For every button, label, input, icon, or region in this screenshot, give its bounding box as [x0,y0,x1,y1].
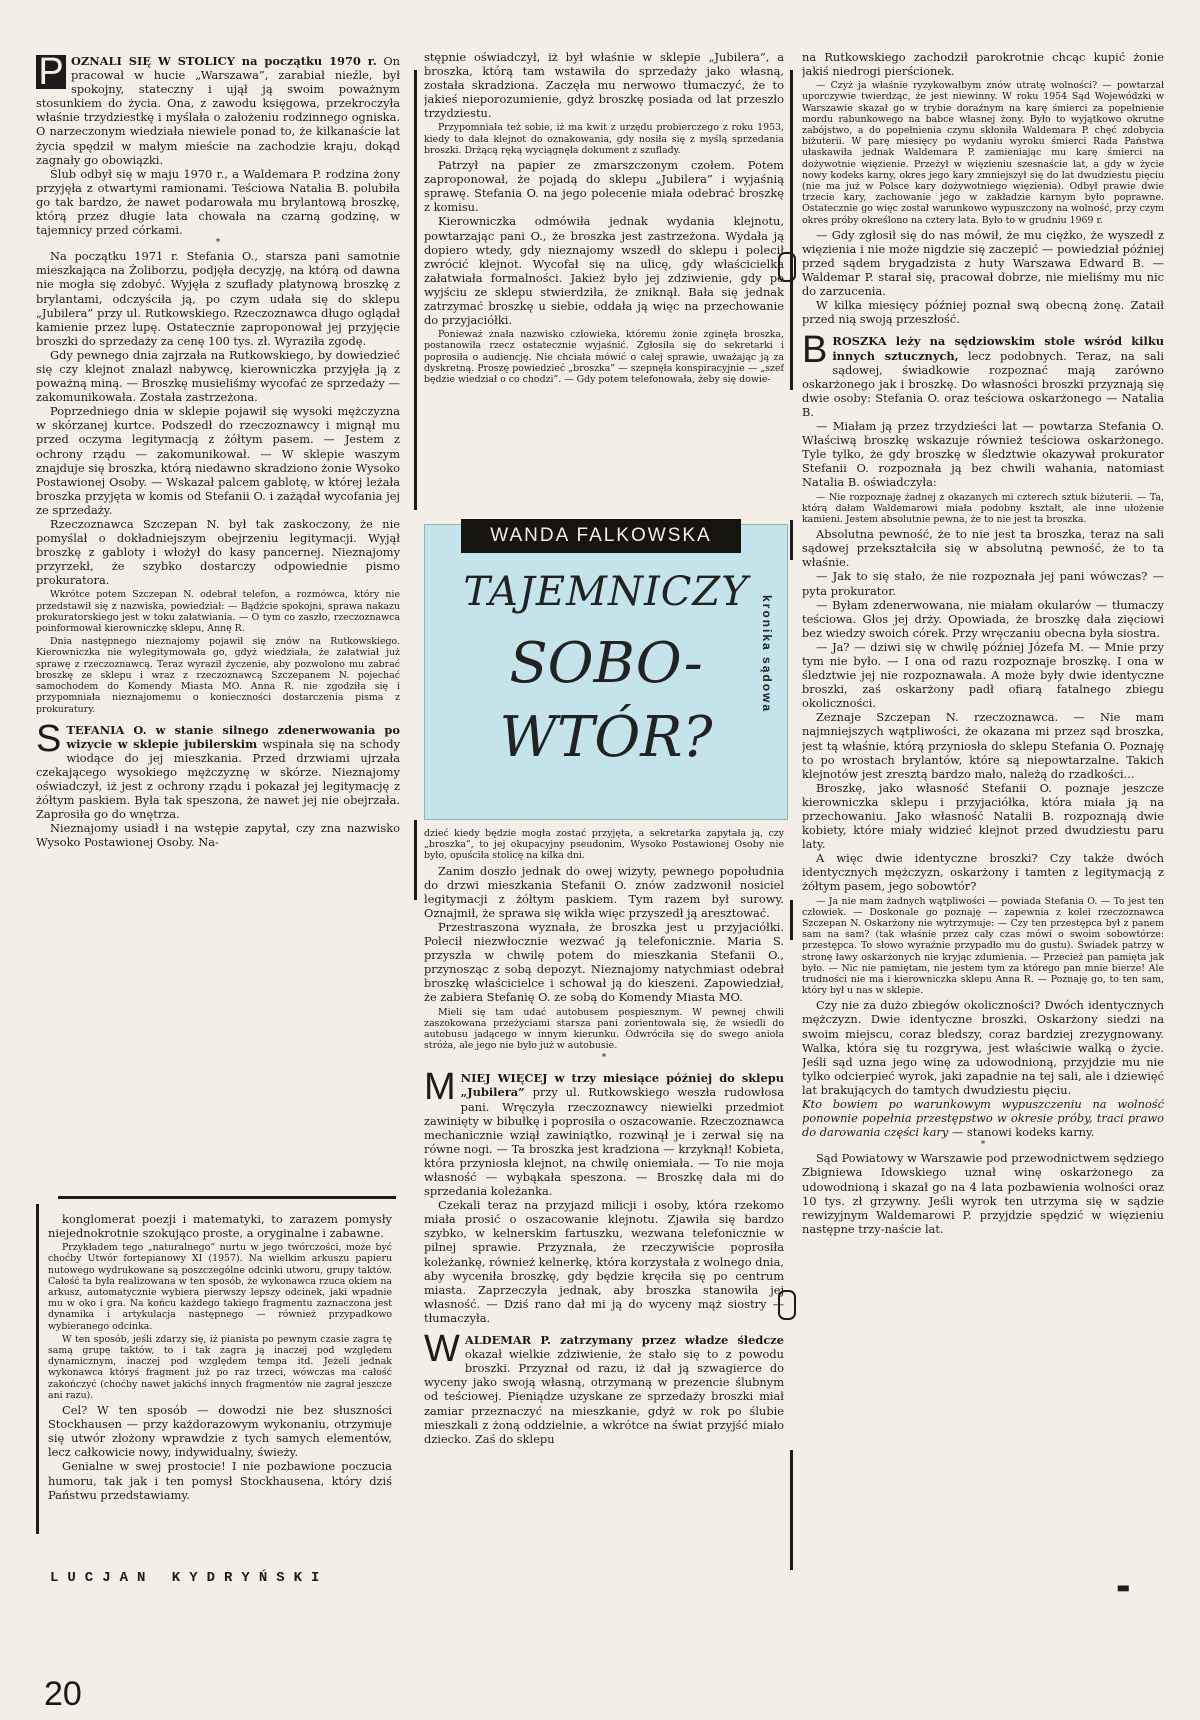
section-label [759,595,775,716]
small-print-paragraph: dzieć kiedy będzie mogła zostać przyjęta, a sekretarka zapytała ją, czy „broszka”, to jej okupacyjny pseudonim, Wysoko Postawionej Osoby nie było, opuściła stolicę na kilka dni. [424,828,784,862]
small-print-paragraph: — Czyż ja właśnie ryzykowałbym znów utratę wolności? — powtarzał uporczywie twierdząc, że jest niewinny. W roku 1954 Sąd Wojewódzki w Warszawie skazał go w trybie doraźnym na karę śmierci za popełnienie mordu rabunkowego na babce własnej żony. Było to wyjątkowo okrutne zabójstwo, a do popełnienia czynu skłoniła Waldemara P. chęć zdobycia biżuterii. W parę miesięcy po wydaniu wyroku śmierci Rada Państwa ułaskawiła jednak Waldemara P. zamieniając mu karę śmierci na dożywotnie więzienie. Przeżył w więzieniu szesnaście lat, a gdy w życie nowy kodeks karny, okres jego kary zmniejszył się do lat dwudziestu pięciu (nie ma już w Polsce kary dożywotniego więzienia). Odbył prawie dwie trzecie kary, zachowanie jego w zakładzie karnym było poprawne. Ostatecznie go więc został warunkowo wypuszczony na wolność, przy czym okres próby określono na cztery lata. Było to w grudniu 1969 r. [802,80,1164,226]
lead-text: NIEJ WIĘCEJ w trzy miesiące później do sklepu „Jubilera” [460,1071,784,1100]
sidebar-top-rule [58,1196,396,1199]
paragraph: okazał wielkie zdziwienie, że stało się to z powodu broszki. Przyznał od razu, iż dał ją szwagierce do wyceny jako swoją własną, otrzymaną w prezencie ślubnym od teściowej. Pieniądze uzyskane ze sprzedaży broszki miał zamiar przeznaczyć na mieszkanie, gdyż w rok po ślubie mieszkali z żoną oddzielnie, a wkrótce na świat przyjść miało dziecko. Zaś do sklepu [424,1347,784,1446]
paragraph: W kilka miesięcy później poznał swą obecną żonę. Zataił przed nią swoją przeszłość. [802,298,1164,327]
drop-cap-initial: P [36,55,66,89]
subsection-lead [36,717,400,822]
drop-cap-initial: W [424,1328,460,1371]
paragraph: — Byłam zdenerwowana, nie miałam okularów — tłumaczy teściowa. Głos jej drży. Opowiada, że broszkę dała zięciowi bez wiedzy swoich córek. Przy wręczaniu obecna była siostra. [802,597,1164,640]
paragraph: — Gdy zgłosił się do nas mówił, że mu ciężko, że wyszedł z więzienia i nie może nigdzie się zaczepić — powiedział później przed sądem brygadzista z huty Warszawa Edward B. — Waldemar P. starał się, pracował dobrze, nie mieliśmy mu nic do zarzucenia. [802,227,1164,299]
article-title-box [424,524,788,820]
paragraph: — Jak to się stało, że nie rozpoznała jej pani wówczas? — pyta prokurator. [802,569,1164,598]
paragraph: Genialne w swej prostocie! I nie pozbawione poczucia humoru, tak jak i ten pomysł Stockhausena, który dziś Państwu przedstawiamy. [48,1459,392,1502]
subsection-lead [424,1328,784,1446]
paragraph: Gdy pewnego dnia zajrzała na Rutkowskiego, by dowiedzieć się czy klejnot znalazł nabywcę, kierowniczka przyjęła ją z poważną miną. — Broszkę musieliśmy wycofać ze sprzedaży — zakomunikowała. Została zastrzeżona. [36,347,400,405]
drop-cap-initial: S [36,717,62,760]
paragraph: On pracował w hucie „Warszawa”, zarabiał nieźle, był spokojny, stateczny i ujął ją swoim poważnym stosunkiem do życia. Ona, z zawodu księgowa, przekroczyła właśnie trzydziestkę i myślała o założeniu rodzinnego ogniska. O narzeczonym wiedziała niewiele ponad to, że kilkanaście lat życia spędził w małym mieście na zachodzie kraju, dokąd zagnały go obowiązki. [36,54,400,167]
column-divider [414,70,417,510]
paragraph: Absolutna pewność, że to nie jest ta broszka, teraz na sali sądowej przekształciła się w absolutną pewność, że to ta właśnie. [802,527,1164,570]
column-divider [790,900,793,940]
page-number: 20 [44,1675,82,1713]
paragraph: Na początku 1971 r. Stefania O., starsza pani samotnie mieszkająca na Żoliborzu, podjęła decyzję, na którą od dawna nie mogła się zdobyć. Wyjęła z szuflady platynową broszkę z brylantami, odczyściła ją, po czym udała się do sklepu „Jubilera” przy ul. Rutkowskiego. Rzeczoznawca długo oglądał kamienie przez lupę. Ostatecznie zaproponował jej przyjęcie broszki do sprzedaży za cenę 100 tys. zł. Wyraziła zgodę. [36,249,400,348]
paragraph: lecz podobnych. Teraz, na sali sądowej, świadkowie rozpoznać mają zarówno oskarżonego jak i broszkę. Do własności broszki przyznają się dwie osoby: Stefania O. oraz teściowa oskarżonego — Natalia B. [802,348,1164,419]
title-line-3: WTÓR? [499,705,713,770]
paragraph: Poprzedniego dnia w sklepie pojawił się wysoki mężczyzna w skórzanej kurtce. Podszedł do rzeczoznawcy i mignął mu przed oczyma legitymacją z żółtym pasem. — Jestem z ochrony rządu — zakomunikował. — W sklepie waszym znajduje się broszka, którą niedawno skradziono żonie Wysoko Postawionej Osoby. — Wskazał palcem gablotę, w której leżała broszka przyjęta w komis od Stefanii O. i zażądał wycofania jej ze sprzedaży. [36,404,400,517]
article-column-2-lower [424,826,784,1676]
paragraph: na Rutkowskiego zachodził parokrotnie chcąc kupić żonie jakiś niedrogi pierścionek. [802,50,1164,79]
small-print-paragraph: Dnia następnego nieznajomy pojawił się znów na Rutkowskiego. Kierowniczka nie wylegitymowała go, gdyż wiedziała, że załatwiał już sprawę z rzeczoznawcą. Teraz wyraził życzenie, aby pozwolono mu zabrać broszkę ze sklepu i wraz z rzeczoznawcą Szczepanem N. pojechać samochodem do Komendy Miasta MO. Anna R. nie zgodziła się i przypomniała nieznajomemu o konieczności dostarczenia pisma z prokuratury. [36,636,400,715]
title-line-1: TAJEMNICZY [463,569,749,615]
column-divider [414,820,417,900]
paragraph: stępnie oświadczył, iż był właśnie w sklepie „Jubilera”, a broszka, którą tam wstawiła do sprzedaży jako własną, została skradziona. Zaczęła mu nerwowo tłumaczyć, że to jakieś nieporozumienie, gdyż broszkę posiada od lat przeszło trzydziestu. [424,50,784,121]
paragraph: Czy nie za dużo zbiegów okoliczności? Dwóch identycznych mężczyzn. Dwie identyczne broszki. Oskarżony siedzi na swoim miejscu, coraz bledszy, coraz bardziej zrezygnowany. Walka, która się tu rozgrywa, jest właściwie walką o życie. Jeśli sąd uzna jego winę za udowodnioną, przyjdzie mu nie tylko odcierpieć wyrok, jaki zapadnie na tej sali, ale i dziewięć lat brakujących do tamtych dwudziestu pięciu. [802,998,1164,1097]
paragraph: Sąd Powiatowy w Warszawie pod przewodnictwem sędziego Zbigniewa Idowskiego uznał winę oskarżonego za udowodnioną i skazał go na 4 lata pozbawienia wolności oraz 10 tys. zł grzywny. Jeśli wyrok ten utrzyma się w sądzie rewizyjnym Waldemarowi P. przyjdzie spędzić w więzieniu następne trzy-naście lat. [802,1151,1164,1236]
subsection-lead [424,1066,784,1199]
paragraph: Przestraszona wyznała, że broszka jest u przyjaciółki. Polecił niezwłocznie wezwać ją telefonicznie. Maria S. przyszła w chwilę potem do mieszkania Stefanii O., przynosząc z sobą depozyt. Nieznajomy natychmiast odebrał broszkę właścicielce i schował ją do kieszeni. Zapowiedział, że zabiera Stefanię O. ze sobą do Komendy Miasta MO. [424,919,784,1005]
paragraph: Zanim doszło jednak do owej wizyty, pewnego popołudnia do drzwi mieszkania Stefanii O. znów zadzwonił nosiciel legitymacji z żółtym paskiem. Tym razem był surowy. Oznajmił, że sprawa się wikła więc przyszedł ją aresztować. [424,863,784,920]
column-divider [790,70,793,390]
drop-cap-initial: B [802,329,828,372]
paragraph: — Ja? — dziwi się w chwilę później Józefa M. — Mnie przy tym nie było. — I ona od razu rozpoznaje broszkę. I ona w śledztwie jej nie rozpoznawała. A może były dwie identyczne broszki, zaś oskarżony padł ofiarą fatalnego zbiegu okoliczności. [802,639,1164,711]
column-divider [790,1450,793,1570]
paragraph: Kierowniczka odmówiła jednak wydania klejnotu, powtarzając pani O., że broszka jest zastrzeżona. Wydała ją dopiero wtedy, gdy nieznajomy wszedł do sklepu i polecił zwrócić klejnot. Wycofał się na ulicę, gdy właścicielka załatwiała formalności. Jakież było jej zdziwienie, gdy po wyjściu ze sklepu stwierdziła, że zniknął. Bała się jednak zatrzymać broszkę u siebie, oddała ją więc na przechowanie do przyjaciółki. [424,214,784,328]
quote-text: Kto bowiem po warunkowym wypuszczeniu na wolność ponownie popełnia przestępstwo w okresie próby, traci prawo do darowania części kary [802,1097,1164,1140]
paperclip-ornament [778,252,796,282]
paragraph: Broszkę, jako własność Stefanii O. poznaje jeszcze kierowniczka sklepu i przyjaciółka, która miała ją na przechowaniu. Jako własność Natalii B. rozpoznają dwie kobiety, które miały widzieć klejnot przed dwudziestu paru laty. [802,780,1164,852]
article-column-2 [424,50,784,510]
paragraph: Patrzył na papier ze zmarszczonym czołem. Potem zaproponował, że pojadą do sklepu „Jubilera” i wyjaśnią sprawę. Stefania O. na jego polecenie miała odebrać broszkę z komisu. [424,158,784,215]
lead-text: OZNALI SIĘ W STOLICY na początku 1970 r. [71,54,377,68]
small-print-paragraph: Mieli się tam udać autobusem pospiesznym. W pewnej chwili zaszokowana przeżyciami starsza pani zorientowała się, że wsiedli do autobusu jadącego w innym kierunku. Odwróciła się do swego anioła stróża, ale jego nie było już w autobusie. [424,1006,784,1052]
paragraph: Zeznaje Szczepan N. rzeczoznawca. — Nie mam najmniejszych wątpliwości, że okazana mi przez sąd broszka, jest tą właśnie, którą przyniosła do sklepu Stefania O. Poznaję to po wrostach brylantów, które są niepowtarzalne. Takich klejnotów jest zresztą bardzo mało, należą do rzadkości... [802,710,1164,781]
author-signature: LUCJAN KYDRYŃSKI [50,1570,329,1586]
article-column-1 [36,50,400,1200]
end-marks: ■■ [1117,1581,1128,1595]
small-print-paragraph: Przykładem tego „naturalnego” nurtu w jego twórczości, może być choćby Utwór fortepianowy XI (1957). Na wielkim arkuszu papieru nutowego wydrukowane są poszczególne odcinki utworu, grupy taktów. Całość ta była realizowana w ten sposób, że wykonawca rzuca okiem na arkusz, automatycznie wybiera pierwszy lepszy odcinek, jaki wpadnie mu w oko i gra. Na końcu każdego takiego fragmentu zaznaczona jest dynamika i artykulacja następnego — również przypadkowo wybieranego odcinka. [48,1242,392,1332]
paragraph: A więc dwie identyczne broszki? Czy także dwóch identycznych mężczyzn, oskarżony i tamten z legitymacją z żółtym pasem, jego sobowtór? [802,851,1164,894]
drop-cap-initial: M [424,1066,456,1109]
paragraph: Ślub odbył się w maju 1970 r., a Waldemara P. rodzina żony przyjęła z otwartymi ramionami. Teściowa Natalia B. polubiła go tak bardzo, że nawet podarowała mu brylantową broszkę, którą przez długie lata chowała na czarną godzinę, w tajemnicy przed córkami. [36,166,400,238]
article-lead-paragraph [36,51,400,167]
paragraph: Cel? W ten sposób — dowodzi nie bez słuszności Stockhausen — przy każdorazowym wykonaniu, otrzymuje się utwór złożony wprawdzie z tych samych elementów, lecz całkowicie nowy, indywidualny, świeży. [48,1403,392,1460]
paragraph: Nieznajomy usiadł i na wstępie zapytał, czy zna nazwisko Wysoko Postawionej Osoby. Na- [36,821,400,850]
paragraph: — Miałam ją przez trzydzieści lat — powtarza Stefania O. Właściwą broszkę wskazuje również teściowa oskarżonego. Tyle tylko, że gdy broszkę w śledztwie okazywał prokurator Stefanii O. rozpoznała ją bez chwili wahania, natomiast Natalia B. oświadczyła: [802,419,1164,490]
small-print-paragraph: — Nie rozpoznaję żadnej z okazanych mi czterech sztuk biżuterii. — Ta, którą dałam Waldemarowi miała podobny kształt, ale inne ułożenie kamieni. Jestem absolutnie pewna, że to nie jest ta broszka. [802,491,1164,525]
small-print-paragraph: Ponieważ znała nazwisko człowieka, któremu żonie zginęła broszka, postanowiła rzecz ostatecznie wyjaśnić. Zgłosiła się do sekretarki i poprosiła o audiencję. Nie chciała mówić o całej sprawie, uważając ją za dyskretną. Proszę powiedzieć „broszka” — szepnęła konspiracyjnie — „szef będzie wiedział o co chodzi”. — Gdy potem telefonowała, żeby się dowie- [424,329,784,386]
lead-text: ALDEMAR P. zatrzymany przez władze śledcze [464,1333,784,1348]
paperclip-ornament [778,1290,796,1320]
small-print-paragraph: Przypomniała też sobie, iż ma kwit z urzędu probierczego z roku 1953, kiedy to dała klejnot do oznakowania, gdy nosiła się z myślą sprzedania broszki. Drżącą ręką wyciągnęła dokument z szuflady. [424,122,784,156]
column-divider [790,520,793,560]
section-separator: * [601,1053,607,1064]
author-banner: WANDA FALKOWSKA [461,519,741,553]
section-separator: * [215,238,221,249]
paragraph: Rzeczoznawca Szczepan N. był tak zaskoczony, że nie pomyślał o dokładniejszym obejrzeniu legitymacji. Wyjął broszkę z gabloty i włożył do kasy pancernej. Nieznajomy przyrzekł, że szybko dostarczy odpowiednie pismo prokuratora. [36,517,400,588]
paragraph: przy ul. Rutkowskiego weszła rudowłosa pani. Wręczyła rzeczoznawcy niewielki przedmiot zawinięty w bibułkę i poprosiła o oszacowanie. Rzeczoznawca mechanicznie wziął zawiniątko, rozwinął je i zerwał się na równe nogi. — Ta broszka jest kradziona — krzyknął! Kobieta, która przyniosła klejnot, na chwilę oniemiała. — To nie moja własność — wybąkała speszona. — Broszkę dała mi do sprzedania koleżanka. [424,1085,784,1199]
paragraph: wspinała się na schody wiodące do jej mieszkania. Przed drzwiami ujrzała czekającego wysokiego mężczyznę w skórze. Nieznajomy oświadczył, iż jest z ochrony rządu i pokazał jej legitymację z żółtym paskiem. Była tak speszona, że nawet jej nie obejrzała. Zaprosiła go do wnętrza. [36,736,400,822]
article-column-3 [802,50,1164,1610]
title-line-2: SOBO- [509,631,703,696]
paragraph: Czekali teraz na przyjazd milicji i osoby, która rzekomo miała prosić o oszacowanie klejnotu. Zjawiła się bardzo szybko, w kelnerskim fartuszku, wezwana telefonicznie w pilnej sprawie. Przyznała, że rzeczywiście poprosiła koleżankę, również kelnerkę, która korzystała z wolnego dnia, aby wyceniła broszkę, gdy będzie kręciła się po centrum miasta. Zaprzeczyła jednak, aby broszka stanowiła jej własność. — Dziś rano dał mi ją do wyceny mąż siostry — tłumaczyła. [424,1198,784,1325]
lead-text: TEFANIA O. w stanie silnego zdenerwowania po wizycie w sklepie jubilerskim [66,722,400,751]
section-label-text: kronika sądowa [760,595,774,714]
small-print-paragraph: — Ja nie mam żadnych wątpliwości — powiada Stefania O. — To jest ten człowiek. — Doskonale go poznaję — zapewnia z kolei rzeczoznawca Szczepan N. Oskarżony nie wytrzymuje: — Czy ten przestępca był z panem sam na sam? (tak właśnie przez cały czas mówi o swoim sobowtórze: przestępca. To słowo wyraźnie przypadło mu do gustu). Świadek patrzy w stronę ławy oskarżonych nie kryjąc zdumienia. — Przecież pan pamięta jak było. — Nic nie pamiętam, nie jestem tym za którego pan mnie bierze! Ale trudności nie ma i kierowniczka sklepu Anna R. — Poznaję go, to ten sam, który był u nas w sklepie. [802,895,1164,997]
small-print-paragraph: Wkrótce potem Szczepan N. odebrał telefon, a rozmówca, który nie przedstawił się z nazwiska, powiedział: — Bądźcie spokojni, sprawa nakazu prokuratorskiego jest w toku załatwiania. — O tym co zaszło, rzeczoznawca poinformował kierowniczkę sklepu, Annę R. [36,589,400,635]
lead-text: ROSZKA leży na sędziowskim stole wśród kilku innych sztucznych, [832,334,1164,363]
quote-attribution: — stanowi kodeks karny. [951,1125,1095,1140]
subsection-lead [802,329,1164,419]
small-print-paragraph: W ten sposób, jeśli zdarzy się, iż pianista po pewnym czasie zagra tę samą grupę taktów, to i tak zagra ją inaczej pod względem dynamicznym, inaczej pod względem tempa itd. Jeżeli jednak wykonawca któryś fragment już po raz trzeci, wówczas ma całość zakończyć (choćby nawet jakichś innych fragmentów nie zagrał jeszcze ani razu). [48,1333,392,1401]
sidebar-left-rule [36,1204,39,1534]
paragraph: konglomerat poezji i matematyki, to zarazem pomysły niejednokrotnie szokująco proste, a oryginalne i zabawne. [48,1212,392,1241]
paragraph [802,1097,1164,1139]
sidebar-column [48,1212,392,1572]
section-separator: * [980,1140,986,1151]
